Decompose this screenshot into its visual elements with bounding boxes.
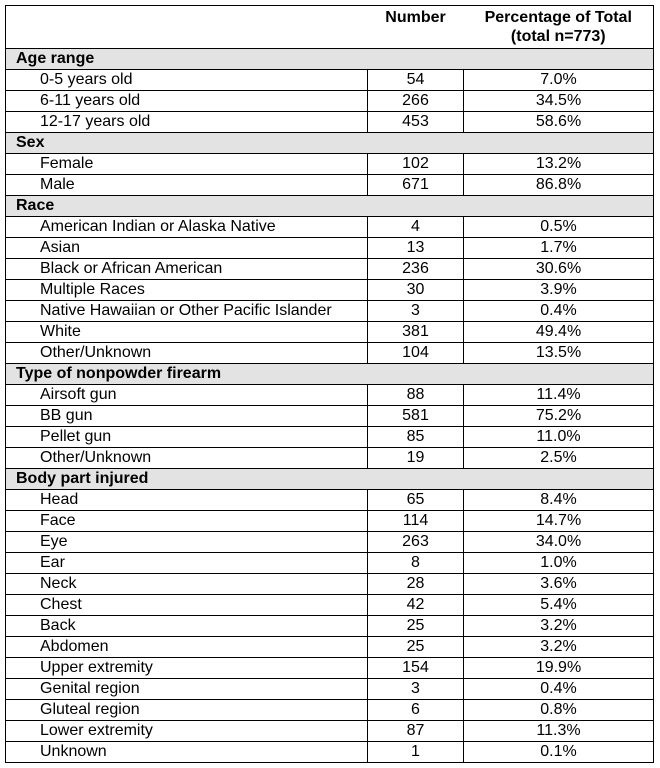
table-row — [6, 511, 654, 532]
row-number: 236 — [368, 259, 464, 280]
row-percent: 0.1% — [464, 742, 654, 763]
row-label: Multiple Races — [6, 280, 368, 301]
row-number: 4 — [368, 217, 464, 238]
section-title: Race — [6, 196, 654, 217]
row-percent: 3.2% — [464, 616, 654, 637]
row-label: Asian — [6, 238, 368, 259]
table-row — [6, 574, 654, 595]
row-label: Lower extremity — [6, 721, 368, 742]
table-row — [6, 112, 654, 133]
row-percent: 14.7% — [464, 511, 654, 532]
table-row — [6, 280, 654, 301]
row-number: 102 — [368, 154, 464, 175]
row-percent: 1.0% — [464, 553, 654, 574]
row-label: Abdomen — [6, 637, 368, 658]
row-percent: 13.5% — [464, 343, 654, 364]
table-row — [6, 553, 654, 574]
row-percent: 11.3% — [464, 721, 654, 742]
row-number: 88 — [368, 385, 464, 406]
row-number: 581 — [368, 406, 464, 427]
section-header — [6, 364, 654, 385]
header-percentage — [464, 6, 654, 49]
table-row — [6, 217, 654, 238]
section-title: Type of nonpowder firearm — [6, 364, 654, 385]
row-percent: 3.2% — [464, 637, 654, 658]
row-number: 104 — [368, 343, 464, 364]
row-label: 12-17 years old — [6, 112, 368, 133]
row-number: 671 — [368, 175, 464, 196]
section-title: Sex — [6, 133, 654, 154]
row-label: Face — [6, 511, 368, 532]
row-label: Other/Unknown — [6, 448, 368, 469]
row-number: 266 — [368, 91, 464, 112]
row-percent: 3.6% — [464, 574, 654, 595]
row-label: Female — [6, 154, 368, 175]
row-number: 28 — [368, 574, 464, 595]
row-percent: 34.0% — [464, 532, 654, 553]
demographics-table-container — [5, 5, 654, 763]
row-number: 6 — [368, 700, 464, 721]
row-number: 13 — [368, 238, 464, 259]
row-percent: 3.9% — [464, 280, 654, 301]
row-label: Genital region — [6, 679, 368, 700]
row-number: 19 — [368, 448, 464, 469]
table-body — [6, 49, 654, 763]
row-label: Ear — [6, 553, 368, 574]
row-label: Gluteal region — [6, 700, 368, 721]
table-row — [6, 301, 654, 322]
table-row — [6, 721, 654, 742]
table-row — [6, 700, 654, 721]
table-row — [6, 154, 654, 175]
table-row — [6, 322, 654, 343]
table-row — [6, 595, 654, 616]
row-percent: 11.4% — [464, 385, 654, 406]
table-row — [6, 742, 654, 763]
section-header — [6, 49, 654, 70]
row-label: American Indian or Alaska Native — [6, 217, 368, 238]
table-row — [6, 238, 654, 259]
row-percent: 0.8% — [464, 700, 654, 721]
row-percent: 0.4% — [464, 301, 654, 322]
header-percentage-line1: Percentage of Total — [484, 9, 632, 26]
row-percent: 19.9% — [464, 658, 654, 679]
table-row — [6, 91, 654, 112]
demographics-table — [5, 5, 654, 763]
row-number: 114 — [368, 511, 464, 532]
row-label: Unknown — [6, 742, 368, 763]
row-percent: 5.4% — [464, 595, 654, 616]
row-number: 8 — [368, 553, 464, 574]
row-number: 65 — [368, 490, 464, 511]
table-row — [6, 658, 654, 679]
row-percent: 7.0% — [464, 70, 654, 91]
row-label: Airsoft gun — [6, 385, 368, 406]
row-number: 1 — [368, 742, 464, 763]
table-row — [6, 490, 654, 511]
table-row — [6, 406, 654, 427]
row-number: 42 — [368, 595, 464, 616]
row-label: Back — [6, 616, 368, 637]
row-percent: 58.6% — [464, 112, 654, 133]
row-number: 154 — [368, 658, 464, 679]
row-number: 263 — [368, 532, 464, 553]
section-header — [6, 133, 654, 154]
table-header — [6, 6, 654, 49]
row-label: Eye — [6, 532, 368, 553]
table-row — [6, 427, 654, 448]
table-row — [6, 70, 654, 91]
row-number: 3 — [368, 679, 464, 700]
table-row — [6, 343, 654, 364]
row-percent: 11.0% — [464, 427, 654, 448]
table-row — [6, 385, 654, 406]
row-number: 85 — [368, 427, 464, 448]
header-number: Number — [368, 6, 464, 49]
section-title: Age range — [6, 49, 654, 70]
row-label: Native Hawaiian or Other Pacific Islander — [6, 301, 368, 322]
header-percentage-line2: (total n=773) — [510, 28, 606, 45]
row-percent: 0.4% — [464, 679, 654, 700]
row-label: Black or African American — [6, 259, 368, 280]
row-label: Neck — [6, 574, 368, 595]
row-label: Male — [6, 175, 368, 196]
table-row — [6, 532, 654, 553]
row-number: 54 — [368, 70, 464, 91]
row-number: 25 — [368, 616, 464, 637]
section-header — [6, 196, 654, 217]
row-label: Head — [6, 490, 368, 511]
row-percent: 13.2% — [464, 154, 654, 175]
section-title: Body part injured — [6, 469, 654, 490]
row-label: Chest — [6, 595, 368, 616]
row-percent: 30.6% — [464, 259, 654, 280]
row-label: White — [6, 322, 368, 343]
row-percent: 8.4% — [464, 490, 654, 511]
table-row — [6, 637, 654, 658]
table-row — [6, 679, 654, 700]
row-percent: 86.8% — [464, 175, 654, 196]
row-number: 30 — [368, 280, 464, 301]
row-number: 453 — [368, 112, 464, 133]
row-label: Upper extremity — [6, 658, 368, 679]
row-number: 3 — [368, 301, 464, 322]
table-row — [6, 616, 654, 637]
row-label: BB gun — [6, 406, 368, 427]
row-percent: 0.5% — [464, 217, 654, 238]
row-number: 381 — [368, 322, 464, 343]
row-percent: 1.7% — [464, 238, 654, 259]
row-label: Pellet gun — [6, 427, 368, 448]
header-category-cell — [6, 6, 368, 49]
row-percent: 34.5% — [464, 91, 654, 112]
table-row — [6, 448, 654, 469]
row-label: Other/Unknown — [6, 343, 368, 364]
row-percent: 49.4% — [464, 322, 654, 343]
row-label: 0-5 years old — [6, 70, 368, 91]
row-percent: 2.5% — [464, 448, 654, 469]
row-number: 87 — [368, 721, 464, 742]
table-row — [6, 175, 654, 196]
row-percent: 75.2% — [464, 406, 654, 427]
row-label: 6-11 years old — [6, 91, 368, 112]
row-number: 25 — [368, 637, 464, 658]
table-row — [6, 259, 654, 280]
section-header — [6, 469, 654, 490]
